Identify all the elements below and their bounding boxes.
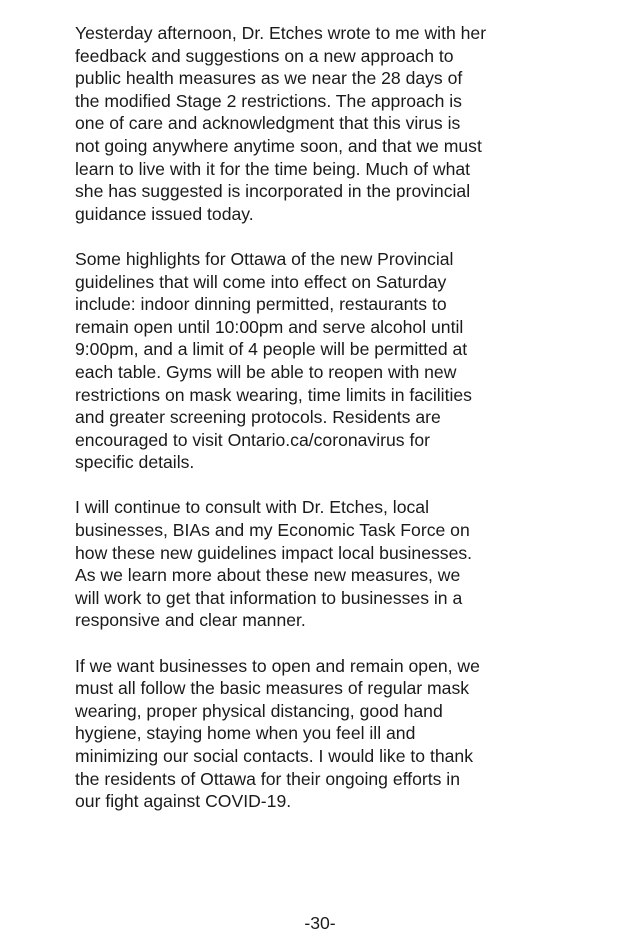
- paragraph-provincial-highlights: Some highlights for Ottawa of the new Provincial guidelines that will come into effect on Saturday include: indoor dinning permitted, restaurants to remain open until 10:00pm and serve alcohol until 9:00pm, and a limit of 4 people will be permitted at each table. Gyms will be able to reopen with new restrictions on mask wearing, time limits in facilities and greater screening protocols. Residents are encouraged to visit Ontario.ca/coronavirus for specific details.: [75, 248, 472, 473]
- paragraph-public-measures: If we want businesses to open and remain open, we must all follow the basic measures of regular mask wearing, proper physical distancing, good hand hygiene, staying home when you feel ill and minimizing our social contacts. I would like to thank the residents of Ottawa for their ongoing efforts in our fight against COVID-19.: [75, 655, 480, 812]
- paragraph-etches-feedback: Yesterday afternoon, Dr. Etches wrote to me with her feedback and suggestions on a new approach to public health measures as we near the 28 days of the modified Stage 2 restrictions. The approach is one of care and acknowledgment that this virus is not going anywhere anytime soon, and that we must learn to live with it for the time being. Much of what she has suggested is incorporated in the provincial guidance issued today.: [75, 23, 487, 224]
- document-body: [75, 22, 580, 835]
- end-marker: -30-: [304, 913, 336, 933]
- paragraph-consultation: I will continue to consult with Dr. Etches, local businesses, BIAs and my Economic Task Force on how these new guidelines impact local businesses. As we learn more about these new measures, we will work to get that information to businesses in a responsive and clear manner.: [75, 497, 473, 631]
